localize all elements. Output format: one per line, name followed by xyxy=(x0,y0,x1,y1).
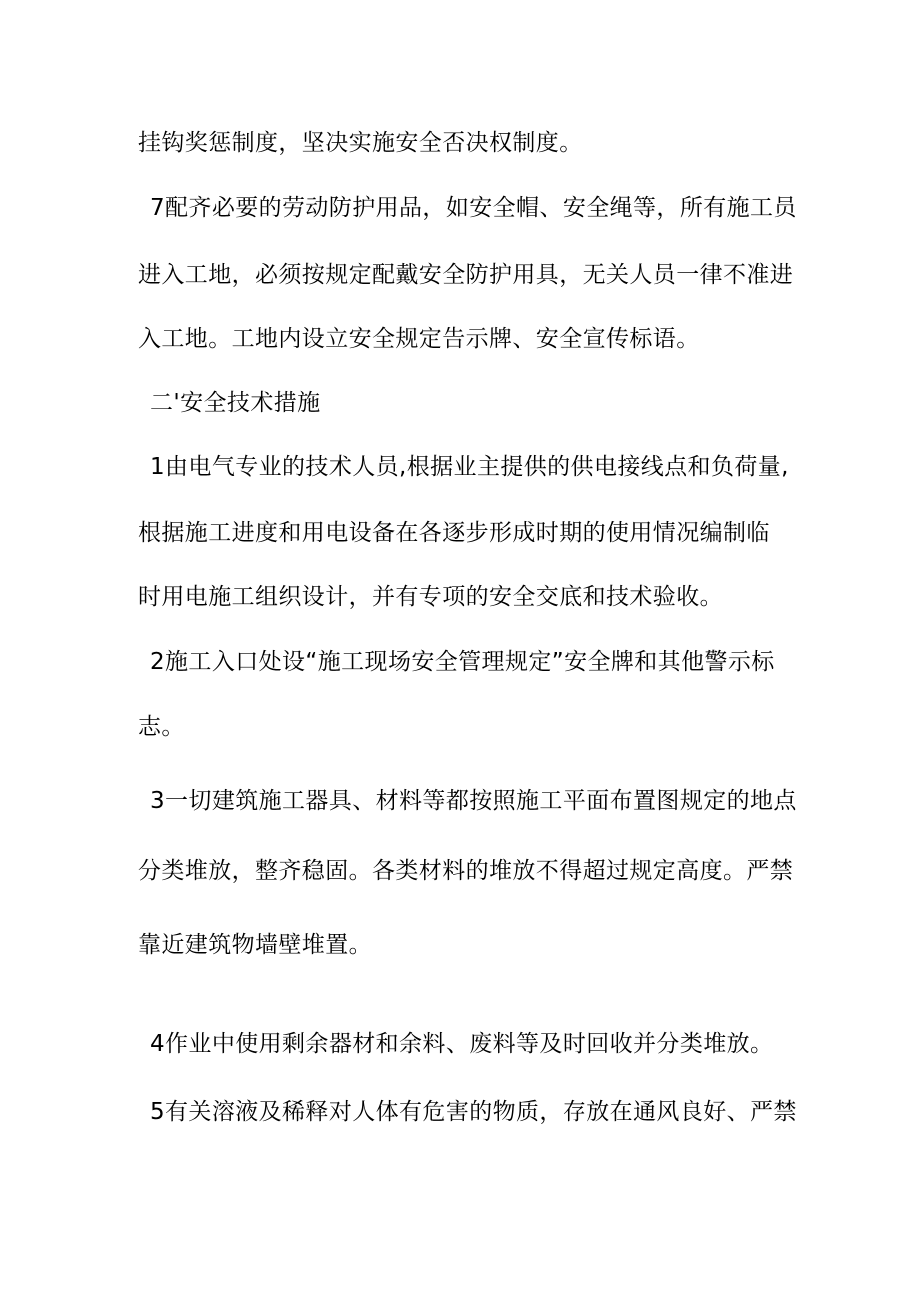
text-line: 3一切建筑施工器具、材料等都按照施工平面布置图规定的地点 xyxy=(150,788,797,814)
text-line: 志。 xyxy=(138,714,185,740)
text-line: 7配齐必要的劳动防护用品，如安全帽、安全绳等，所有施工员 xyxy=(150,195,797,221)
text-line: 1由电气专业的技术人员,根据业主提供的供电接线点和负荷量, xyxy=(150,454,789,480)
text-line: 5有关溶液及稀释对人体有危害的物质，存放在通风良好、严禁 xyxy=(150,1099,797,1125)
text-line: 靠近建筑物墙壁堆置。 xyxy=(138,932,372,958)
text-line: 4作业中使用剩余器材和余料、废料等及时回收并分类堆放。 xyxy=(150,1031,774,1057)
text-line: 2施工入口处设“施工现场安全管理规定”安全牌和其他警示标 xyxy=(150,649,775,675)
section-heading: 二'安全技术措施 xyxy=(150,390,321,416)
text-line: 根据施工进度和用电设备在各逐步形成时期的使用情况编制临 xyxy=(138,520,770,546)
text-line: 进入工地，必须按规定配戴安全防护用具，无关人员一律不准进 xyxy=(138,262,794,288)
text-line: 入工地。工地内设立安全规定告示牌、安全宣传标语。 xyxy=(138,326,700,352)
text-line: 分类堆放，整齐稳固。各类材料的堆放不得超过规定高度。严禁 xyxy=(138,858,794,884)
text-line: 挂钩奖惩制度，坚决实施安全否决权制度。 xyxy=(138,130,583,156)
text-line: 时用电施工组织设计，并有专项的安全交底和技术验收。 xyxy=(138,584,723,610)
